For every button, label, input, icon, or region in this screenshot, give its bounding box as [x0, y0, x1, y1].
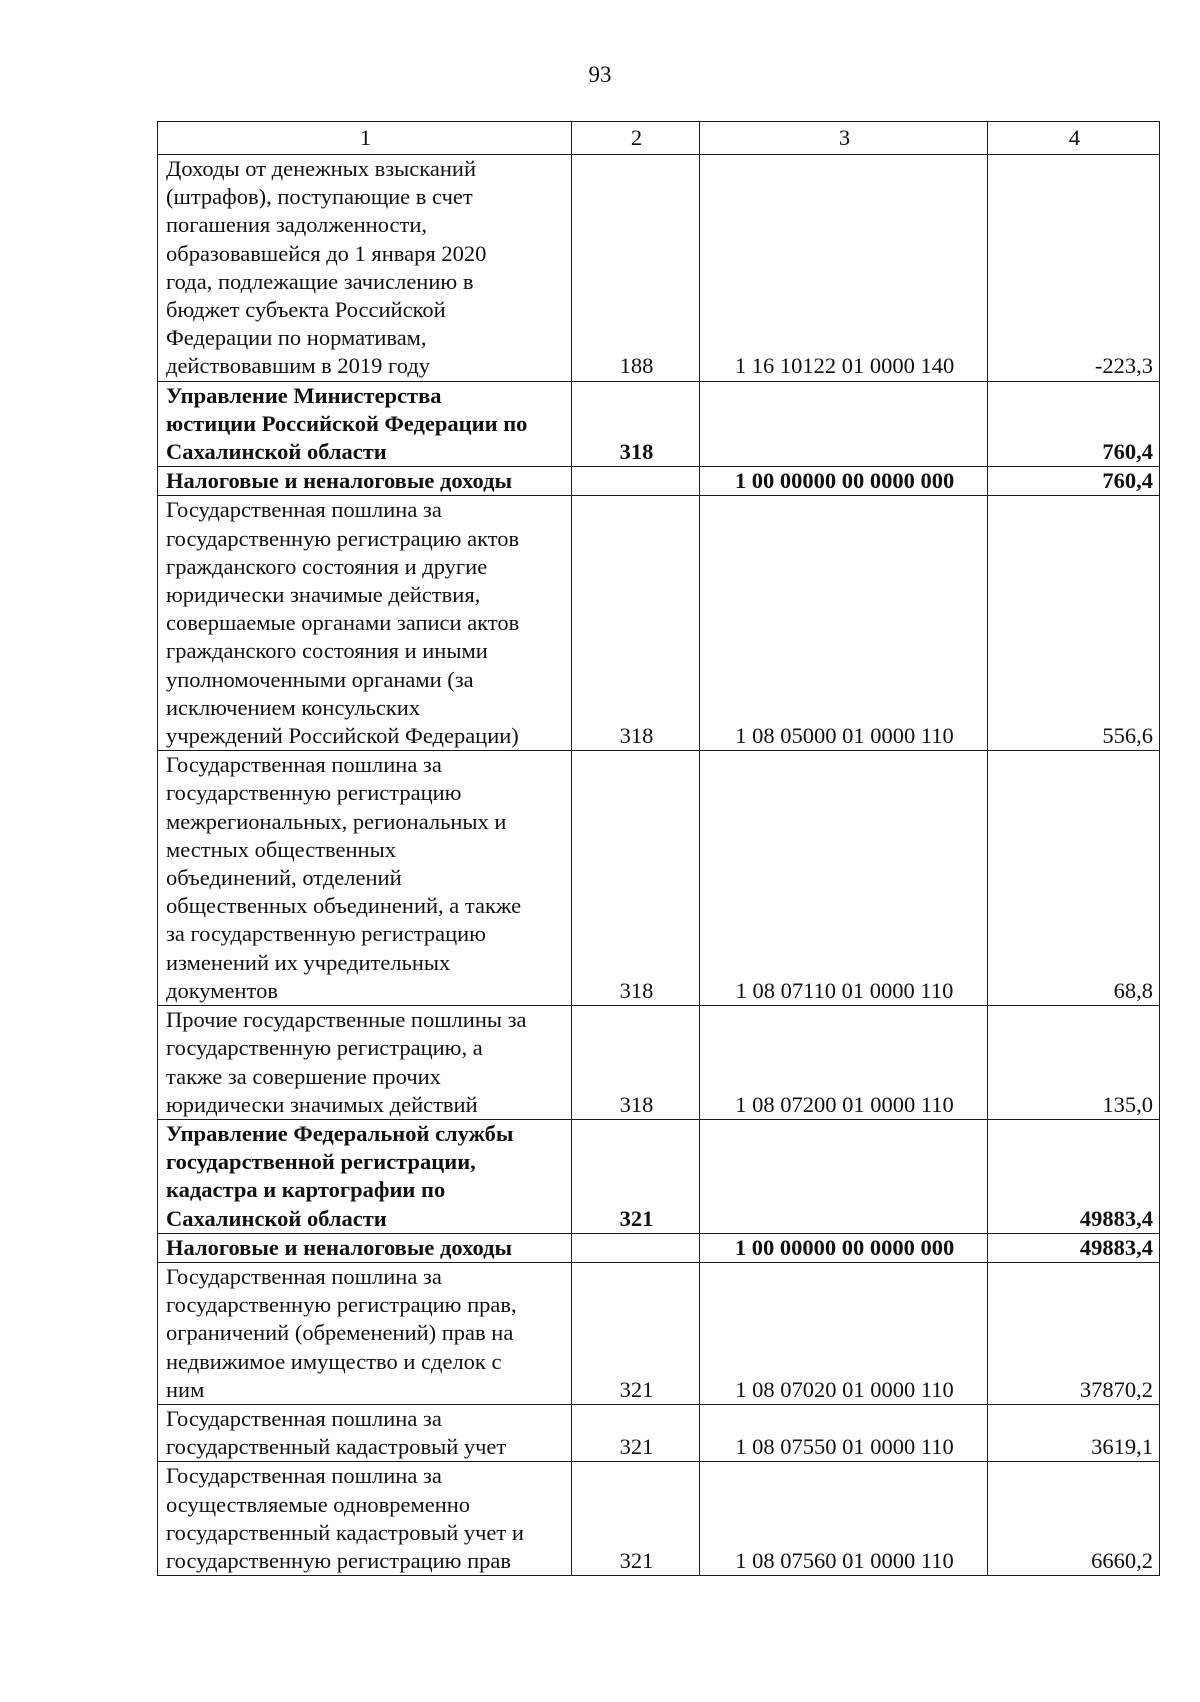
row-name-line: ограничений (обременений) прав на — [166, 1320, 514, 1346]
row-name-line: действовавшим в 2019 году — [166, 353, 431, 379]
table-row — [158, 1233, 1160, 1262]
row-name-cell — [158, 467, 572, 496]
row-name-line: (штрафов), поступающие в счет — [166, 184, 473, 210]
row-amount-cell: 760,4 — [988, 467, 1160, 496]
row-name-line: Сахалинской области — [166, 439, 387, 465]
row-name-line: юстиции Российской Федерации по — [166, 410, 528, 436]
row-name-line: государственный кадастровый учет — [166, 1434, 507, 1460]
row-name-line: исключением консульских — [166, 694, 421, 720]
row-name-line: кадастра и картографии по — [166, 1177, 446, 1203]
row-name-line: также за совершение прочих — [166, 1063, 441, 1089]
row-name-line: государственную регистрацию прав, — [166, 1292, 517, 1318]
row-amount-cell: 556,6 — [988, 496, 1160, 751]
row-budget-code-cell — [700, 381, 988, 467]
row-name-line: государственную регистрацию актов — [166, 525, 520, 551]
row-amount-cell: 49883,4 — [988, 1233, 1160, 1262]
row-budget-code-cell: 1 08 07550 01 0000 110 — [700, 1404, 988, 1461]
header-cell-1: 1 — [158, 122, 572, 155]
row-name-line: года, подлежащие зачислению в — [166, 268, 474, 294]
row-name-cell — [158, 1119, 572, 1233]
row-name-cell — [158, 1262, 572, 1404]
row-name-cell — [158, 1404, 572, 1461]
row-budget-code-cell: 1 16 10122 01 0000 140 — [700, 155, 988, 382]
row-name-line: гражданского состояния и другие — [166, 553, 488, 579]
revenue-table-body — [158, 122, 1160, 1576]
table-row — [158, 1006, 1160, 1120]
row-name-line: гражданского состояния и иными — [166, 638, 488, 664]
row-name-cell — [158, 1462, 572, 1576]
page-number: 93 — [588, 62, 612, 87]
table-row — [158, 1262, 1160, 1404]
row-admin-code-cell: 321 — [572, 1462, 700, 1576]
table-row — [158, 155, 1160, 382]
row-name-line: местных общественных — [166, 836, 396, 862]
row-admin-code-cell — [572, 1233, 700, 1262]
row-name-line: государственную регистрацию — [166, 780, 462, 806]
row-name-line: Прочие государственные пошлины за — [166, 1007, 527, 1033]
table-row — [158, 496, 1160, 751]
row-name-line: учреждений Российской Федерации) — [166, 723, 519, 749]
row-budget-code-cell: 1 08 05000 01 0000 110 — [700, 496, 988, 751]
row-name-line: осуществляемые одновременно — [166, 1491, 471, 1517]
row-admin-code-cell: 318 — [572, 381, 700, 467]
row-name-line: государственный кадастровый учет и — [166, 1519, 524, 1545]
revenue-table — [157, 121, 1160, 1576]
row-admin-code-cell: 188 — [572, 155, 700, 382]
row-amount-cell: 135,0 — [988, 1006, 1160, 1120]
row-name-line: за государственную регистрацию — [166, 921, 486, 947]
row-name-line: Государственная пошлина за — [166, 1263, 442, 1289]
table-row — [158, 381, 1160, 467]
row-name-cell — [158, 496, 572, 751]
table-row — [158, 751, 1160, 1006]
row-name-line: Государственная пошлина за — [166, 1405, 442, 1431]
row-name-line: уполномоченными органами (за — [166, 666, 474, 692]
row-name-line: юридически значимые действия, — [166, 582, 481, 608]
row-admin-code-cell: 321 — [572, 1119, 700, 1233]
row-name-line: общественных объединений, а также — [166, 893, 522, 919]
row-name-line: погашения задолженности, — [166, 212, 427, 238]
row-name-cell — [158, 1006, 572, 1120]
row-name-line: государственную регистрацию, а — [166, 1035, 483, 1061]
row-name-line: государственную регистрацию прав — [166, 1547, 512, 1573]
row-name-line: Государственная пошлина за — [166, 497, 442, 523]
header-row — [158, 122, 1160, 155]
row-name-line: изменений их учредительных — [166, 949, 451, 975]
row-budget-code-cell: 1 00 00000 00 0000 000 — [700, 1233, 988, 1262]
row-budget-code-cell: 1 08 07560 01 0000 110 — [700, 1462, 988, 1576]
row-amount-cell: 68,8 — [988, 751, 1160, 1006]
row-admin-code-cell: 318 — [572, 1006, 700, 1120]
row-name-cell — [158, 751, 572, 1006]
row-budget-code-cell: 1 08 07110 01 0000 110 — [700, 751, 988, 1006]
row-amount-cell: 760,4 — [988, 381, 1160, 467]
row-name-cell — [158, 1233, 572, 1262]
row-name-line: Государственная пошлина за — [166, 1463, 442, 1489]
row-amount-cell: 37870,2 — [988, 1262, 1160, 1404]
table-row — [158, 1462, 1160, 1576]
row-budget-code-cell: 1 00 00000 00 0000 000 — [700, 467, 988, 496]
row-name-line: образовавшейся до 1 января 2020 — [166, 240, 487, 266]
row-name-line: ним — [166, 1376, 205, 1402]
row-name-line: документов — [166, 977, 278, 1003]
row-name-line: Сахалинской области — [166, 1205, 387, 1231]
row-name-line: совершаемые органами записи актов — [166, 610, 520, 636]
table-row — [158, 467, 1160, 496]
row-name-line: Управление Федеральной службы — [166, 1120, 514, 1146]
table-row — [158, 1404, 1160, 1461]
header-cell-4: 4 — [988, 122, 1160, 155]
row-admin-code-cell: 318 — [572, 751, 700, 1006]
header-cell-3: 3 — [700, 122, 988, 155]
row-name-cell — [158, 381, 572, 467]
row-name-line: межрегиональных, региональных и — [166, 808, 507, 834]
row-name-line: Федерации по нормативам, — [166, 325, 427, 351]
row-budget-code-cell: 1 08 07200 01 0000 110 — [700, 1006, 988, 1120]
row-name-line: бюджет субъекта Российской — [166, 297, 446, 323]
row-budget-code-cell — [700, 1119, 988, 1233]
header-cell-2: 2 — [572, 122, 700, 155]
row-amount-cell: 6660,2 — [988, 1462, 1160, 1576]
row-name-line: Налоговые и неналоговые доходы — [166, 468, 513, 494]
row-admin-code-cell: 321 — [572, 1404, 700, 1461]
row-name-line: недвижимое имущество и сделок с — [166, 1348, 502, 1374]
row-name-cell — [158, 155, 572, 382]
row-name-line: государственной регистрации, — [166, 1149, 476, 1175]
row-name-line: объединений, отделений — [166, 865, 402, 891]
row-name-line: Доходы от денежных взысканий — [166, 156, 476, 181]
row-amount-cell: 49883,4 — [988, 1119, 1160, 1233]
row-name-line: Государственная пошлина за — [166, 752, 442, 778]
row-name-line: юридически значимых действий — [166, 1091, 478, 1117]
row-admin-code-cell — [572, 467, 700, 496]
row-admin-code-cell: 321 — [572, 1262, 700, 1404]
row-amount-cell: 3619,1 — [988, 1404, 1160, 1461]
table-row — [158, 1119, 1160, 1233]
row-budget-code-cell: 1 08 07020 01 0000 110 — [700, 1262, 988, 1404]
row-name-line: Налоговые и неналоговые доходы — [166, 1234, 513, 1260]
row-amount-cell: -223,3 — [988, 155, 1160, 382]
row-name-line: Управление Министерства — [166, 382, 442, 408]
row-admin-code-cell: 318 — [572, 496, 700, 751]
